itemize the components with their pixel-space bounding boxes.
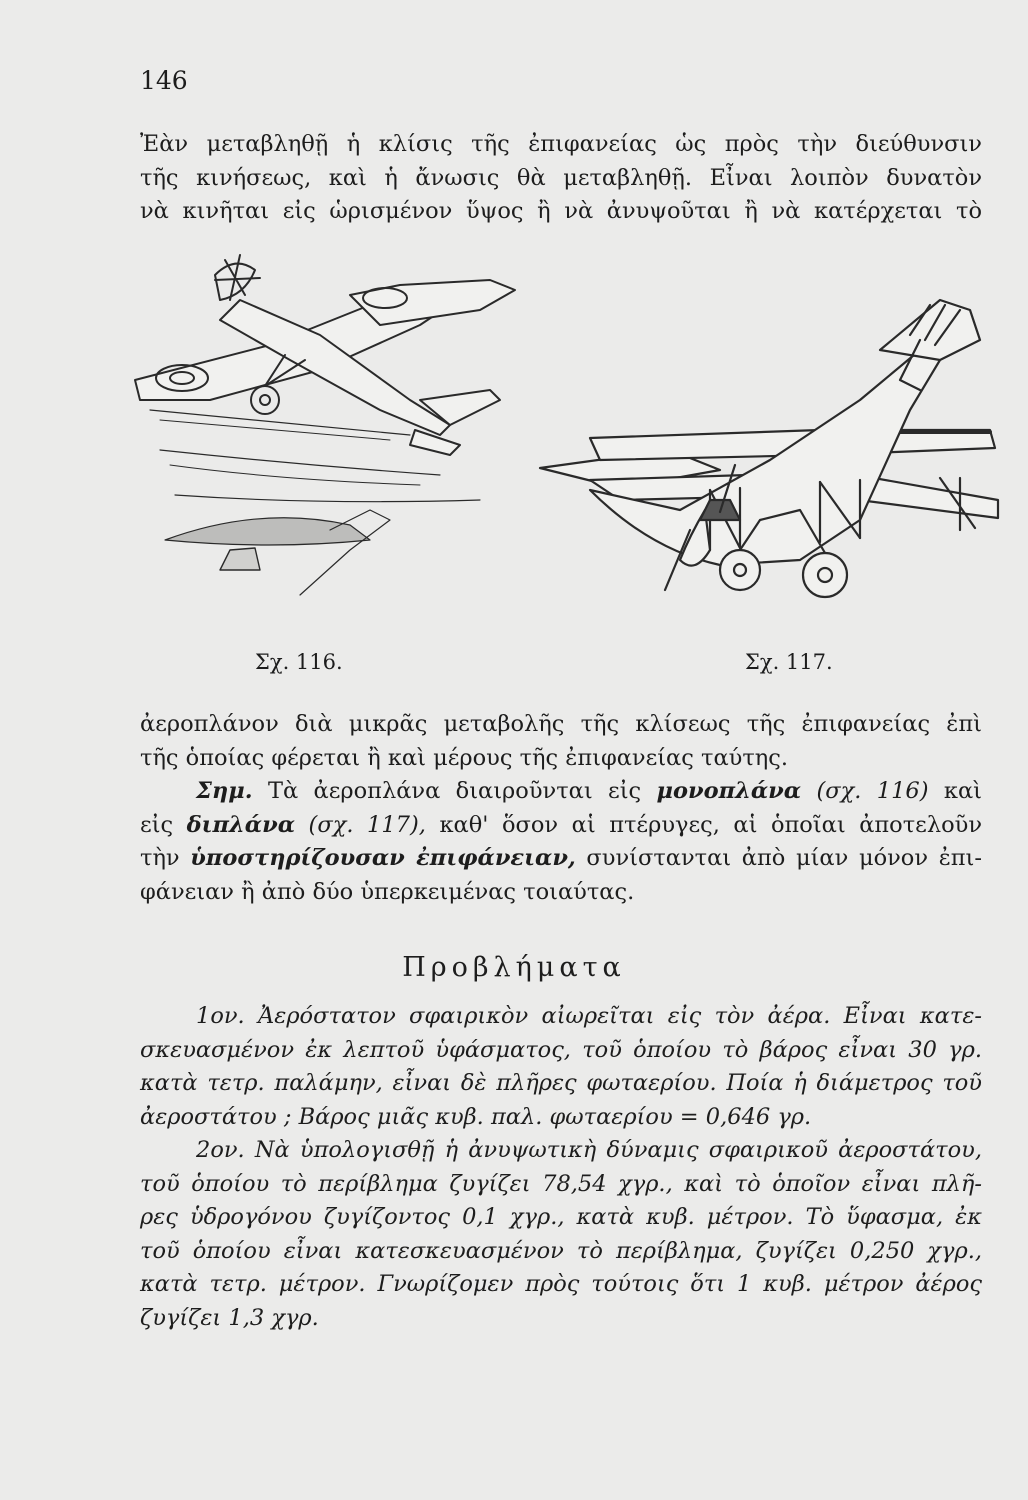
- body-paragraph: [140, 708, 982, 909]
- figure-116-caption: Σχ. 116.: [255, 650, 343, 674]
- problem-line: τοῦ ὁποίου τὸ περίβλημα ζυγίζει 78,54 χγρ., καὶ τὸ ὁποῖον εἶναι πλῆ-: [140, 1170, 982, 1197]
- term-biplane: διπλάνα: [186, 811, 296, 838]
- note-line: Σημ. Τὰ ἀεροπλάνα διαιροῦνται εἰς μονοπλάνα (σχ. 116) καὶ: [196, 778, 982, 804]
- intro-paragraph: [140, 128, 982, 229]
- note-label: Σημ.: [196, 778, 253, 804]
- text-line: νὰ κινῆται εἰς ὡρισμένον ὕψος ἢ νὰ ἀνυψοῦται ἢ νὰ κατέρχεται τὸ: [140, 198, 982, 224]
- note-line: φάνειαν ἢ ἀπὸ δύο ὑπερκειμένας τοιαύτας.: [140, 878, 635, 905]
- text-line: τῆς ὁποίας φέρεται ἢ καὶ μέρους τῆς ἐπιφανείας ταύτης.: [140, 744, 789, 771]
- problem-line: ρες ὑδρογόνου ζυγίζοντος 0,1 χγρ., κατὰ κυβ. μέτρον. Τὸ ὕφασμα, ἐκ: [140, 1204, 982, 1230]
- text-line: Ἐὰν μεταβληθῇ ἡ κλίσις τῆς ἐπιφανείας ὡς πρὸς τὴν διεύθυνσιν: [140, 131, 982, 157]
- problem-line: 1ον. Ἀερόστατον σφαιρικὸν αἰωρεῖται εἰς τὸν ἀέρα. Εἶναι κατε-: [196, 1003, 982, 1029]
- note-line: εἰς διπλάνα (σχ. 117), καθ' ὅσον αἱ πτέρυγες, αἱ ὁποῖαι ἀποτελοῦν: [140, 811, 982, 838]
- problem-line: σκευασμένον ἐκ λεπτοῦ ὑφάσματος, τοῦ ὁποίου τὸ βάρος εἶναι 30 γρ.: [140, 1036, 982, 1063]
- problem-line: ζυγίζει 1,3 χγρ.: [140, 1304, 319, 1331]
- problem-line: κατὰ τετρ. παλάμην, εἶναι δὲ πλῆρες φωταερίου. Ποία ἡ διάμετρος τοῦ: [140, 1070, 982, 1096]
- text-line: ἀεροπλάνον διὰ μικρᾶς μεταβολῆς τῆς κλίσεως τῆς ἐπιφανείας ἐπὶ: [140, 711, 982, 737]
- figure-117-caption: Σχ. 117.: [745, 650, 833, 674]
- monoplane-drawing: [135, 255, 515, 595]
- term-monoplane: μονοπλάνα: [656, 778, 802, 804]
- figures-illustration: [120, 250, 1010, 650]
- page-number: 146: [140, 66, 188, 95]
- problem-line: τοῦ ὁποίου εἶναι κατεσκευασμένον τὸ περίβλημα, ζυγίζει 0,250 χγρ.,: [140, 1237, 982, 1264]
- section-title: Προβλήματα: [402, 952, 626, 983]
- problem-line: 2ον. Νὰ ὑπολογισθῇ ἡ ἀνυψωτικὴ δύναμις σφαιρικοῦ ἀεροστάτου,: [196, 1137, 982, 1163]
- note-line: τὴν ὑποστηρίζουσαν ἐπιφάνειαν, συνίστανται ἀπὸ μίαν μόνον ἐπι-: [140, 845, 982, 871]
- text-line: τῆς κινήσεως, καὶ ἡ ἄνωσις θὰ μεταβληθῇ. Εἶναι λοιπὸν δυνατὸν: [140, 164, 982, 191]
- problem-line: κατὰ τετρ. μέτρον. Γνωρίζομεν πρὸς τούτοις ὅτι 1 κυβ. μέτρον ἀέρος: [140, 1271, 982, 1297]
- biplane-drawing: [540, 300, 998, 597]
- term-supporting-surface: ὑποστηρίζουσαν ἐπιφάνειαν,: [190, 845, 576, 871]
- problem-line: ἀεροστάτου ; Βάρος μιᾶς κυβ. παλ. φωταερίου = 0,646 γρ.: [140, 1103, 812, 1130]
- problems-list: [140, 1000, 982, 1335]
